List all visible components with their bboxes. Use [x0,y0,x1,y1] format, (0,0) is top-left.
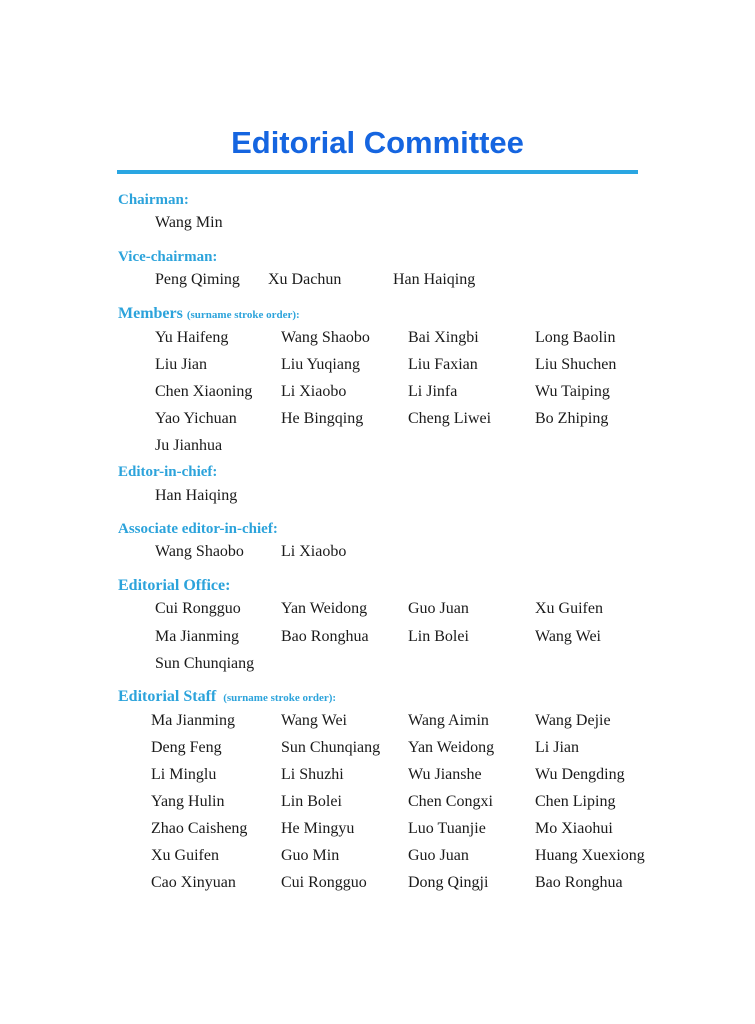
name: Chen Liping [535,793,616,810]
name: Bai Xingbi [408,329,479,346]
name: Chen Congxi [408,793,493,810]
name: Xu Guifen [535,600,603,617]
name: Li Xiaobo [281,543,347,560]
members-heading-note: (surname stroke order): [186,309,300,321]
name: Guo Min [281,847,340,864]
name: Bao Ronghua [535,874,623,891]
name: He Bingqing [281,410,364,427]
name: Chen Xiaoning [155,383,253,400]
associate-editor-heading: Associate editor-in-chief: [118,521,278,537]
name: Bo Zhiping [535,410,609,427]
name: Li Jian [535,739,579,756]
name: Huang Xuexiong [535,847,645,864]
name: Long Baolin [535,329,616,346]
name: Cheng Liwei [408,410,492,427]
name: He Mingyu [281,820,355,837]
name: Wu Jianshe [408,766,482,783]
name: Bao Ronghua [281,628,369,645]
name: Wang Aimin [408,712,489,729]
name: Sun Chunqiang [281,739,381,756]
name: Guo Juan [408,600,469,617]
page-title: Editorial Committee [231,125,524,160]
name: Zhao Caisheng [151,820,248,837]
title-underline [117,170,638,174]
name: Yan Weidong [281,600,368,617]
name: Peng Qiming [155,271,240,288]
name: Yang Hulin [151,793,225,810]
name: Deng Feng [151,739,222,756]
name: Ma Jianming [155,628,239,645]
name: Wang Shaobo [155,543,244,560]
name: Yan Weidong [408,739,495,756]
name: Han Haiqing [155,487,238,504]
name: Wu Dengding [535,766,625,783]
name: Yao Yichuan [155,410,237,427]
name: Cao Xinyuan [151,874,236,891]
members-heading-label: Members [118,305,183,322]
name: Luo Tuanjie [408,820,486,837]
name: Wang Wei [535,628,601,645]
editorial-staff-heading-label: Editorial Staff [118,688,217,705]
vice-chairman-heading: Vice-chairman: [118,249,218,265]
name: Cui Rongguo [155,600,241,617]
members-heading [118,304,300,325]
editorial-office-heading: Editorial Office: [118,577,231,594]
name: Lin Bolei [281,793,342,810]
name: Liu Yuqiang [281,356,360,373]
editorial-staff-heading [118,687,336,708]
name: Wang Min [155,214,223,231]
chairman-heading: Chairman: [118,192,189,208]
name: Dong Qingji [408,874,489,891]
name: Ju Jianhua [155,437,223,454]
name: Xu Guifen [151,847,219,864]
name: Sun Chunqiang [155,655,255,672]
name: Yu Haifeng [155,329,229,346]
name: Guo Juan [408,847,469,864]
name: Wu Taiping [535,383,610,400]
name: Liu Jian [155,356,207,373]
name: Han Haiqing [393,271,476,288]
name: Lin Bolei [408,628,469,645]
name: Cui Rongguo [281,874,367,891]
name: Wang Dejie [535,712,611,729]
name: Ma Jianming [151,712,235,729]
name: Li Xiaobo [281,383,347,400]
editor-in-chief-heading: Editor-in-chief: [118,464,218,480]
name: Li Minglu [151,766,217,783]
name: Li Shuzhi [281,766,344,783]
name: Xu Dachun [268,271,342,288]
name: Mo Xiaohui [535,820,613,837]
name: Wang Shaobo [281,329,370,346]
name: Liu Shuchen [535,356,617,373]
editorial-staff-heading-note: (surname stroke order): [223,692,337,704]
name: Liu Faxian [408,356,478,373]
name: Wang Wei [281,712,347,729]
name: Li Jinfa [408,383,458,400]
